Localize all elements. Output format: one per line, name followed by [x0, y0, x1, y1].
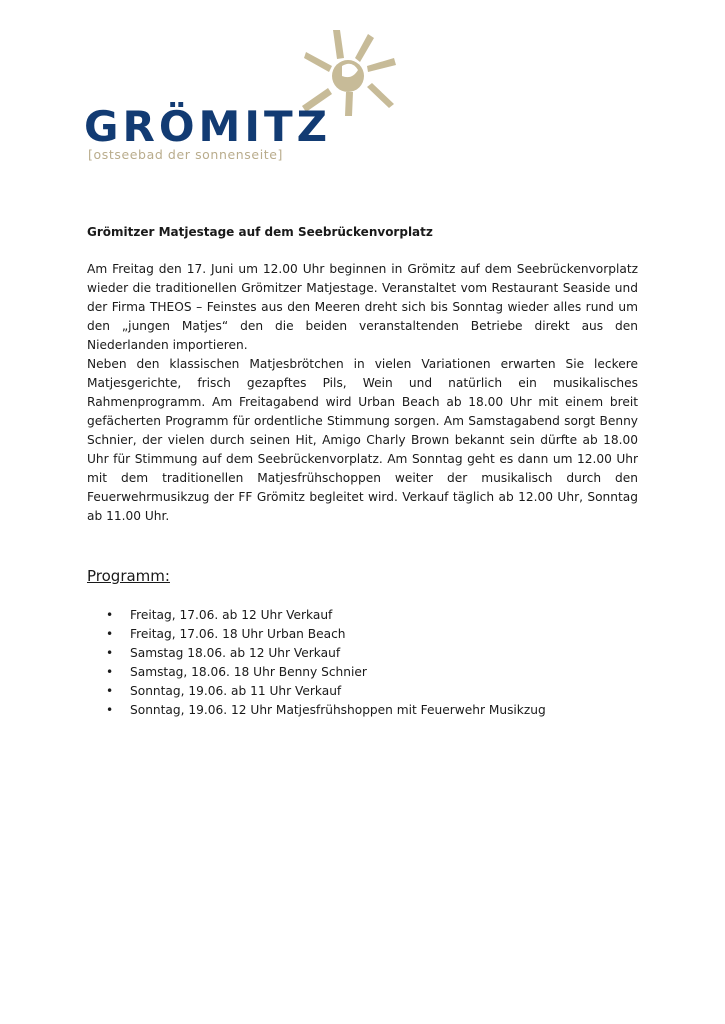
article-heading: Grömitzer Matjestage auf dem Seebrückenvorplatz: [87, 225, 433, 239]
article-body: [87, 260, 638, 526]
logo-tagline: [ostseebad der sonnenseite]: [88, 147, 284, 162]
program-item-label: Freitag, 17.06. ab 12 Uhr Verkauf: [130, 608, 333, 622]
logo-wordmark: GRÖMITZ: [84, 102, 332, 151]
article-paragraph: Am Freitag den 17. Juni um 12.00 Uhr beginnen in Grömitz auf dem Seebrückenvorplatz wieder die traditionellen Grömitzer Matjestage. Veranstaltet vom Restaurant Seaside und der Firma THEOS – Feinstes aus den Meeren dreht sich bis Sonntag wieder alles rund um den „jungen Matjes“ den die beiden veranstaltenden Betriebe direkt aus den Niederlanden importieren.: [87, 262, 638, 352]
list-item: [87, 663, 647, 682]
list-item: [87, 625, 647, 644]
article-paragraph: Neben den klassischen Matjesbrötchen in vielen Variationen erwarten Sie leckere Matjesgerichte, frisch gezapftes Pils, Wein und natürlich ein musikalisches Rahmenprogramm. Am Freitagabend wird Urban Beach ab 18.00 Uhr mit einem breit gefächerten Programm für ordentliche Stimmung sorgen. Am Samstagabend sorgt Benny Schnier, der vielen durch seinen Hit, Amigo Charly Brown bekannt sein dürfte ab 18.00 Uhr für Stimmung auf dem Seebrückenvorplatz. Am Sonntag geht es dann um 12.00 Uhr mit dem traditionellen Matjesfrühschoppen weiter der musikalisch durch den Feuerwehrmusikzug der FF Grömitz begleitet wird. Verkauf täglich ab 12.00 Uhr, Sonntag ab 11.00 Uhr.: [87, 357, 638, 523]
list-item: [87, 701, 647, 720]
bullet-icon: •: [106, 665, 114, 679]
groemitz-logo: [84, 28, 404, 168]
list-item: [87, 644, 647, 663]
bullet-icon: •: [106, 684, 114, 698]
bullet-icon: •: [106, 608, 114, 622]
program-item-label: Sonntag, 19.06. 12 Uhr Matjesfrühshoppen mit Feuerwehr Musikzug: [130, 703, 546, 717]
bullet-icon: •: [106, 703, 114, 717]
bullet-icon: •: [106, 627, 114, 641]
program-item-label: Samstag 18.06. ab 12 Uhr Verkauf: [130, 646, 341, 660]
program-item-label: Freitag, 17.06. 18 Uhr Urban Beach: [130, 627, 346, 641]
program-item-label: Samstag, 18.06. 18 Uhr Benny Schnier: [130, 665, 367, 679]
program-list: [87, 606, 647, 720]
bullet-icon: •: [106, 646, 114, 660]
program-item-label: Sonntag, 19.06. ab 11 Uhr Verkauf: [130, 684, 342, 698]
list-item: [87, 606, 647, 625]
program-title: Programm:: [87, 567, 170, 585]
list-item: [87, 682, 647, 701]
